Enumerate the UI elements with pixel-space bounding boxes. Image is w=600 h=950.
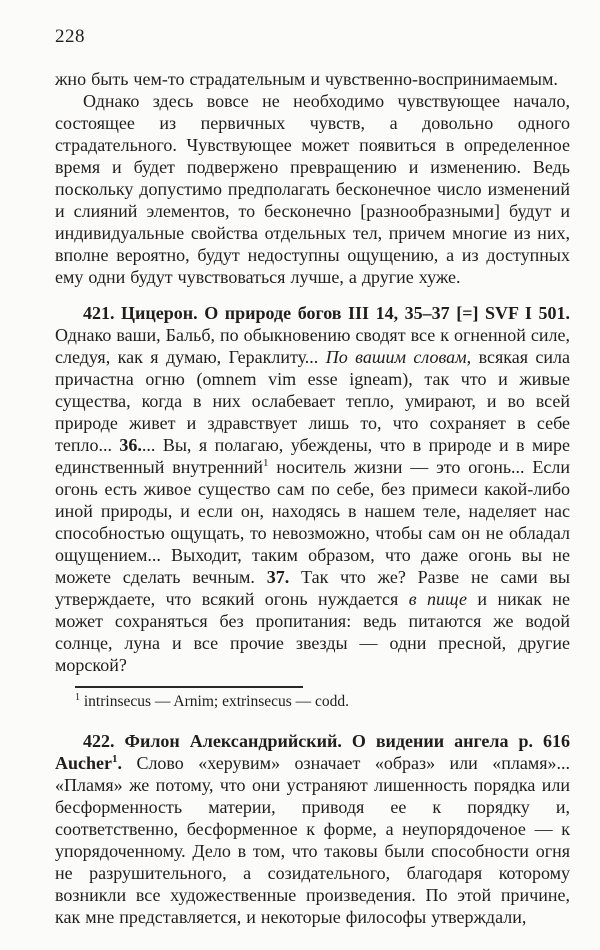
fragment-421-paragraph: 421. Цицерон. О природе богов III 14, 35–37 [=] SVF I 501. Однако ваши, Бальб, по обыкновению сводят все к огненной силе, следуя, как я думаю, Гераклиту... По вашим словам, всякая сила причастна огню (omnem vim esse igneam), так что и живые существа, когда в них ослабевает тепло, умирают, и во всей природе живет и здравствует лишь то, что сохраняет в себе тепло... 36.... Вы, я полагаю, убеждены, что в природе и в мире единственный внутренний$^1$ носитель жизни — это огонь... Если огонь есть живое существо сам по себе, без примеси какой-либо иной природы, и если он, находясь в нашем теле, наделяет нас способностью ощущать, то невозможно, чтобы сам он не обладал ощущением... Выходит, таким образом, что даже огонь вы не можете сделать вечным. 37. Так что же? Разве не сами вы утверждаете, что всякий огонь нуждается в пище и никак не может сохраняться без пропитания: ведь питаются же водой солнце, луна и все прочие звезды — одни пресной, другие морской? xyxy=(55,303,571,675)
paragraph-intro: Однако здесь вовсе не необходимо чувствующее начало, состоящее из первичных чувств, а довольно одного страдательного. Чувствующее может появиться в определенное время и будет подвержено превращению и изменению. Ведь поскольку допустимо предполагать бесконечное число изменений и слияний элементов, то бесконечно [разнообразными] будут и индивидуальные свойства отдельных тел, причем многие из них, вполне вероятно, будут недоступны ощущению, а из доступных ему одни будут чувствоваться лучше, а другие хуже. xyxy=(55,91,570,287)
footnote-text: $^1$ intrinsecus — Arnim; extrinsecus — codd. xyxy=(75,691,350,710)
footnote-block xyxy=(55,686,570,712)
text-block xyxy=(55,68,570,928)
footnote-separator xyxy=(75,686,303,688)
page-number: 228 xyxy=(55,26,85,47)
paragraph-continuation: жно быть чем-то страдательным и чувственно-воспринимаемым. xyxy=(55,69,558,89)
fragment-422-paragraph: 422. Филон Александрийский. О видении ангела p. 616 Aucher$^1$. Слово «херувим» означает «образ» или «пламя»... «Пламя» же потому, что они устраняют лишенность порядка или бесформенность материи, приводя ее к порядку и, соответственно, бесформенное к форме, а неупорядоченое — к упорядоченному. Дело в том, что таковы были способности огня не разрушительного, а созидательного, благодаря которому возникли все художественные произведения. По этой причине, как мне представляется, и некоторые философы утверждали, xyxy=(55,731,570,927)
